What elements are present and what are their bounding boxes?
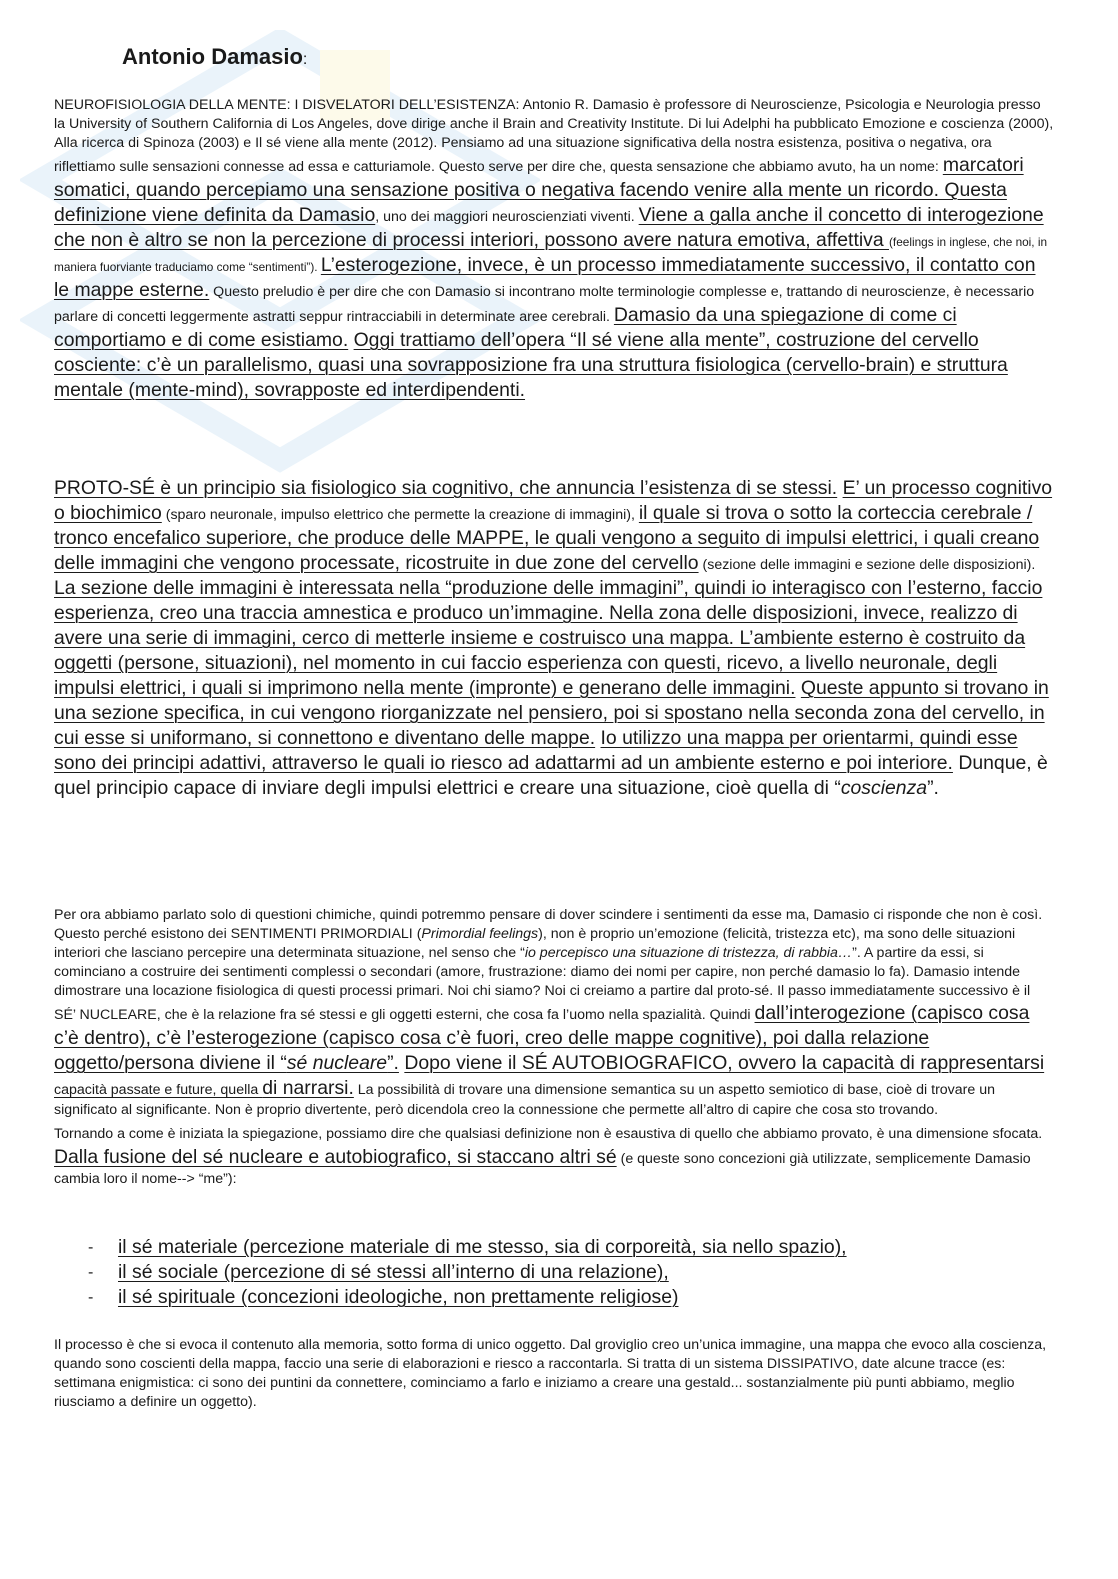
sentimenti-highlight: dall’interogezione (capisco cosa c’è dentro), c’è l’esterogezione (capisco cosa c’è fuori, creo delle mappe cognitive), poi dalla relazione oggetto/persona diviene il “ [54, 1002, 1030, 1074]
proto-se-highlight: PROTO-SÉ è un principio sia fisiologico sia cognitivo, che annuncia l’esistenza di se stessi. [54, 477, 838, 499]
list-item-text: il sé sociale (percezione di sé stessi all’interno di una relazione), [118, 1261, 669, 1283]
intro-text: NEUROFISIOLOGIA DELLA MENTE: I DISVELATORI DELL’ESISTENZA: Antonio R. Damasio è professore di Neuroscienze, Psicologia e Neurologia presso la University of Southern California di Los Angeles, dove dirige anche il Brain and Creativity Institute. Di lui Adelphi ha pubblicato Emozione e coscienza (2000), Alla ricerca di Spinoza (2003) e Il sé viene alla mente (2012). Pensiamo ad una situazione significativa della nostra esistenza, positiva o negativa, ora riflettiamo sulle sensazioni connesse ad essa e catturiamole. Questo serve per dire che, questa sensazione che abbiamo avuto, ha un nome: [54, 97, 1054, 175]
proto-se-italic: coscienza [840, 777, 928, 799]
sentimenti-highlight: Dalla fusione del sé nucleare e autobiografico, si staccano altri sé [54, 1146, 617, 1168]
list-dash: - [88, 1264, 94, 1281]
list-dash: - [88, 1289, 94, 1306]
intro-highlight: Viene a galla anche il concetto di interogezione che non è altro se non la percezione di processi interiori, possono avere natura emotiva, affettiva [54, 204, 1044, 251]
list-item [88, 1260, 1048, 1285]
sentimenti-italic: Primordial feelings [421, 926, 539, 942]
list-item [88, 1235, 1048, 1260]
proto-se-note: (sparo neuronale, impulso elettrico che permette la creazione di immagini), [161, 507, 639, 523]
sentimenti-paragraph [54, 906, 1054, 1189]
proto-se-highlight: il quale si trova o sotto la corteccia cerebrale / tronco encefalico superiore, che produce delle MAPPE, le quali vengono a seguito di impulsi elettrici, i quali creano delle immagini che vengono processate, ricostruite in due zone del cervello [54, 502, 1040, 574]
sentimenti-highlight-italic: sé nucleare [286, 1052, 388, 1074]
sentimenti-text: ), non è proprio un’emozione (felicità, tristezza etc), ma sono delle situazioni interiori che lasciano percepire una determinata situazione, nel senso che “ [54, 926, 1016, 961]
proto-se-text: Dunque, è quel principio capace di inviare degli impulsi elettrici e creare una situazione, cioè quella di “ [54, 752, 1048, 799]
title-text: Antonio Damasio [122, 44, 303, 69]
sentimenti-text: ”. A partire da essi, si cominciano a costruire dei sentimenti complessi o secondari (amore, frustrazione: diamo dei nomi per capire, non perché damasio lo fa). Damasio intende dimostrare una locazione fisiologica di questi processi primari. Noi chi siamo? Noi ci creiamo a partire dal proto-sé. Il passo immediatamente successivo è il SÉ’ NUCLEARE, che è la relazione fra sé stessi e gli oggetti esterni, che cosa fa l’uomo nella spazialità. Quindi [54, 945, 1031, 1023]
se-list [88, 1235, 1048, 1310]
sentimenti-note: capacità passate e future, quella [54, 1082, 263, 1098]
sentimenti-italic: io percepisco una situazione di tristezza, di rabbia… [524, 945, 853, 961]
sentimenti-text: Per ora abbiamo parlato solo di questioni chimiche, quindi potremmo pensare di dover scindere i sentimenti da esse ma, Damasio ci risponde che non è così. Questo perché esistono dei SENTIMENTI PRIMORDIALI ( [54, 907, 1043, 942]
intro-highlight: Damasio da una spiegazione di come ci comportiamo e di come esistiamo. [54, 304, 957, 351]
intro-text: Questo preludio è per dire che con Damasio si incontrano molte terminologie complesse e, trattando di neuroscienze, è necessario parlare di concetti leggermente astratti seppur rintracciabili in determinate aree cerebrali. [54, 284, 1035, 325]
page-title [122, 44, 307, 70]
proto-se-highlight: Io utilizzo una mappa per orientarmi, quindi esse sono dei principi adattivi, attraverso le quali io riesco ad adattarmi ad un ambiente esterno e poi interiore. [54, 727, 1018, 774]
intro-highlight: Oggi trattiamo dell’opera “Il sé viene alla mente”, costruzione del cervello cosciente: c’è un parallelismo, quasi una sovrapposizione fra una struttura fisiologica (cervello-brain) e struttura mentale (mente-mind), sovrapposte ed interdipendenti. [54, 329, 1008, 401]
intro-text: , uno dei maggiori neuroscienziati viventi. [375, 209, 639, 225]
proto-se-highlight: La sezione delle immagini è interessata nella “produzione delle immagini”, quindi io interagisco con l’esterno, faccio esperienza, creo una traccia amnestica e produco un’immagine. Nella zona delle disposizioni, invece, realizzo di avere una serie di immagini, cerco di metterle insieme e costruisco una mappa. L’ambiente esterno è costruito da oggetti (persone, situazioni), nel momento in cui faccio esperienza con questi, ricevo, a livello neuronale, degli impulsi elettrici, i quali si imprimono nella mente (impronte) e generano delle immagini. [54, 577, 1043, 699]
proto-se-paragraph [54, 476, 1054, 801]
processo-paragraph: Il processo è che si evoca il contenuto alla memoria, sotto forma di unico oggetto. Dal groviglio creo un’unica immagine, una mappa che evoco alla coscienza, quando sono coscienti della mappa, faccio una serie di elaborazioni e riesco a raccontarla. Si tratta di un sistema DISSIPATIVO, date alcune tracce (es: settimana enigmistica: ci sono dei puntini da connettere, cominciamo a farlo e iniziamo a creare una gestald... sostanzialmente più punti abbiamo, meglio riusciamo a definire un oggetto). [54, 1337, 1047, 1410]
title-colon: : [302, 51, 308, 68]
intro-paragraph [54, 96, 1054, 403]
proto-se-highlight: Queste appunto si trovano in una sezione specifica, in cui vengono riorganizzate nel pensiero, poi si spostano nella seconda zona del cervello, in cui esse si uniformano, si connettono e diventano delle mappe. [54, 677, 1049, 749]
proto-se-highlight: E’ un processo cognitivo o biochimico [54, 477, 1053, 524]
sentimenti-text: (e queste sono concezioni già utilizzate, semplicemente Damasio cambia loro il nome--> “me”): [54, 1151, 1031, 1187]
proto-se-note: (sezione delle immagini e sezione delle disposizioni). [698, 557, 1036, 573]
proto-se-text: ”. [927, 777, 939, 799]
intro-highlight: L’esterogezione, invece, è un processo immediatamente successivo, il contatto con le mappe esterne. [54, 254, 1036, 301]
intro-note: (feelings in inglese, che noi, in maniera fuorviante traduciamo come “sentimenti”). [54, 235, 1048, 274]
intro-highlight: marcatori somatici, quando percepiamo una sensazione positiva o negativa facendo venire alla mente un ricordo. Questa definizione viene definita da Damasio [54, 154, 1024, 226]
list-item [88, 1285, 1048, 1310]
list-item-text: il sé spirituale (concezioni ideologiche, non prettamente religiose) [118, 1286, 679, 1308]
sentimenti-text: La possibilità di trovare una dimensione semantica su un aspetto semiotico di base, cioè di trovare un significato al significante. Non è proprio divertente, però dicendola creo la connessione che permette all’altro di capire che cosa sto trovando. [54, 1082, 996, 1118]
sentimenti-highlight: di narrarsi. [262, 1077, 354, 1099]
sentimenti-text: Tornando a come è iniziata la spiegazione, possiamo dire che qualsiasi definizione non è esaustiva di quello che abbiamo provato, è una dimensione sfocata. [54, 1126, 1043, 1142]
list-item-text: il sé materiale (percezione materiale di me stesso, sia di corporeità, sia nello spazio), [118, 1236, 847, 1258]
list-dash: - [88, 1239, 94, 1256]
sentimenti-highlight: Dopo viene il SÉ AUTOBIOGRAFICO, ovvero la capacità di rappresentarsi [404, 1052, 1045, 1074]
sentimenti-highlight: ”. [387, 1052, 399, 1074]
